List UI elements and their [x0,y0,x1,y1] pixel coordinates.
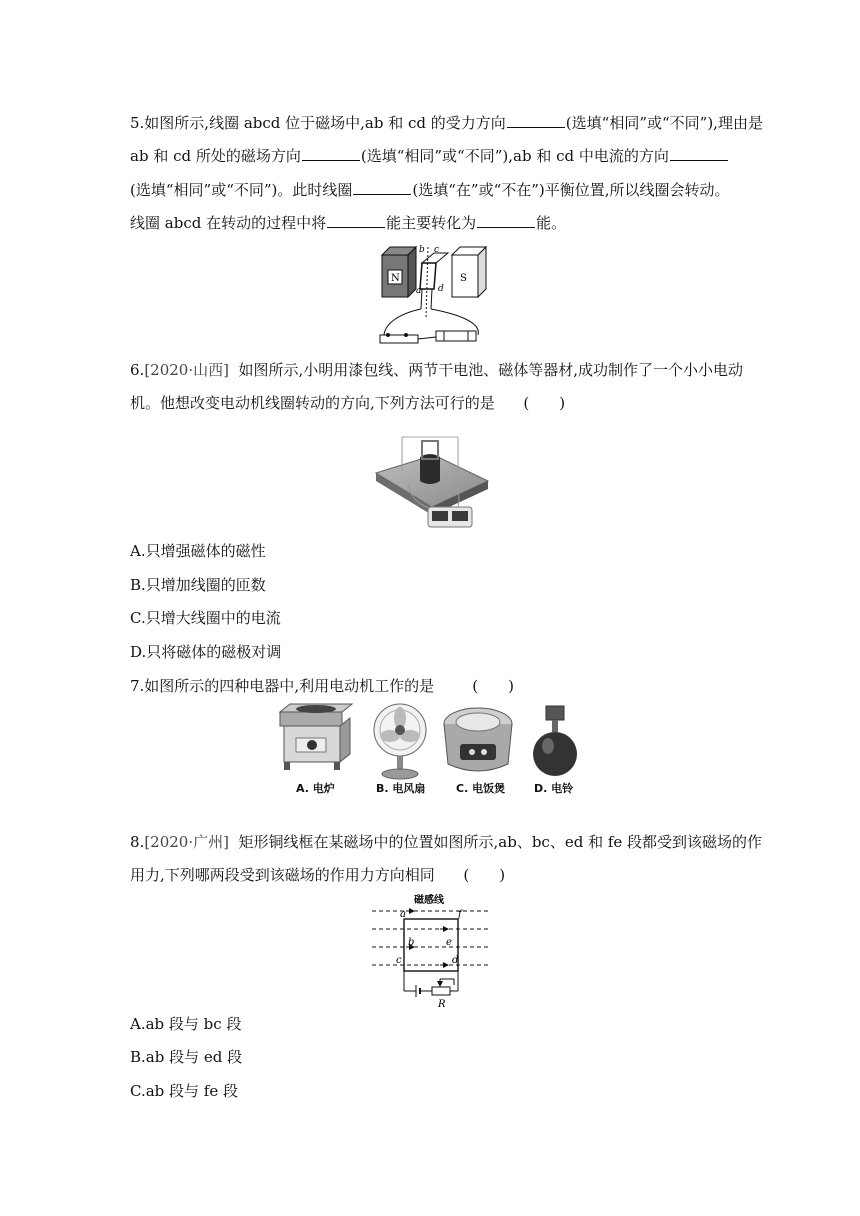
appliance-figure [272,702,590,800]
option-text: A.只增强磁体的磁性 [130,542,266,560]
rice-cooker-icon [444,708,512,771]
caption-b: B. 电风扇 [376,782,426,795]
option-text: D.只将磁体的磁极对调 [130,643,282,661]
q8-line-1 [130,832,762,852]
answer-blank[interactable] [477,213,535,228]
q6-text: 机。他想改变电动机线圈转动的方向,下列方法可行的是 [130,394,495,412]
label-b: b [419,245,425,255]
magnet-n-label: N [391,273,400,284]
q8-text: 矩形铜线框在某磁场中的位置如图所示,ab、bc、ed 和 fe 段都受到该磁场的作 [238,833,763,851]
q6-line-1 [130,360,743,380]
q5-text: 能。 [536,214,567,232]
q8-option-c[interactable] [130,1081,238,1101]
q5-text: 5.如图所示,线圈 abcd 位于磁场中,ab 和 cd 的受力方向 [130,114,506,132]
q8-text: 用力,下列哪两段受到该磁场的作用力方向相同 [130,866,435,884]
answer-blank[interactable] [353,180,411,195]
q8-option-a[interactable] [130,1014,241,1034]
label-a: a [400,909,406,920]
q7-text: 7.如图所示的四种电器中,利用电动机工作的是 [130,677,435,695]
q6-option-a[interactable] [130,541,266,561]
option-text: C.ab 段与 fe 段 [130,1082,238,1100]
q6-number: 6. [130,361,145,379]
q5-line-1 [130,113,763,133]
answer-blank[interactable] [327,213,385,228]
answer-blank[interactable] [670,146,728,161]
q7-stem [130,676,514,696]
q5-text: (选填“相同”或“不同”),ab 和 cd 中电流的方向 [360,147,669,165]
label-b: b [408,937,415,948]
q8-line-2 [130,865,505,885]
label-r: R [438,999,446,1009]
simple-motor-photo [372,423,490,533]
electric-stove-icon [280,704,352,770]
q6-option-b[interactable] [130,575,266,595]
option-text: B.ab 段与 ed 段 [130,1048,243,1066]
q5-text: (选填“相同”或“不同”)。此时线圈 [130,181,353,199]
q5-text: (选填“在”或“不在”)平衡位置,所以线圈会转动。 [412,181,730,199]
label-c: c [434,245,440,255]
q6-source: [2020·山西] [144,361,229,379]
q8-option-b[interactable] [130,1047,242,1067]
electric-fan-icon [374,704,426,779]
label-c: c [396,955,402,966]
field-lines-title: 磁感线 [414,895,444,906]
electric-bell-icon [533,706,577,776]
q5-line-4 [130,213,566,233]
option-text: C.只增大线圈中的电流 [130,609,281,627]
label-e: e [446,937,452,948]
magnet-s-label: S [460,273,467,284]
option-text: A.ab 段与 bc 段 [130,1015,242,1033]
copper-frame-diagram [366,893,494,1009]
q5-text: 能主要转化为 [386,214,477,232]
label-a: a [416,286,422,296]
q6-option-c[interactable] [130,608,281,628]
q8-number: 8. [130,833,145,851]
q5-text: ab 和 cd 所处的磁场方向 [130,147,301,165]
answer-blank[interactable] [507,113,565,128]
answer-blank[interactable] [302,146,360,161]
q5-line-3 [130,180,730,200]
answer-paren[interactable]: ( ) [523,394,566,412]
q8-source: [2020·广州] [144,833,229,851]
answer-paren[interactable]: ( ) [472,677,514,695]
q6-option-d[interactable] [130,642,281,662]
caption-a: A. 电炉 [296,782,335,795]
caption-c: C. 电饭煲 [456,782,506,795]
q5-text: 线圈 abcd 在转动的过程中将 [130,214,327,232]
option-text: B.只增加线圈的匝数 [130,576,266,594]
answer-paren[interactable]: ( ) [463,866,506,884]
label-d: d [438,284,444,294]
q6-text: 如图所示,小明用漆包线、两节干电池、磁体等器材,成功制作了一个小小电动 [238,361,744,379]
q5-line-2 [130,146,729,166]
caption-d: D. 电铃 [534,782,574,795]
q5-text: (选填“相同”或“不同”),理由是 [565,114,763,132]
label-f: f [458,909,462,920]
label-d: d [452,955,459,966]
q6-line-2 [130,393,565,413]
motor-coil-diagram [372,243,492,347]
